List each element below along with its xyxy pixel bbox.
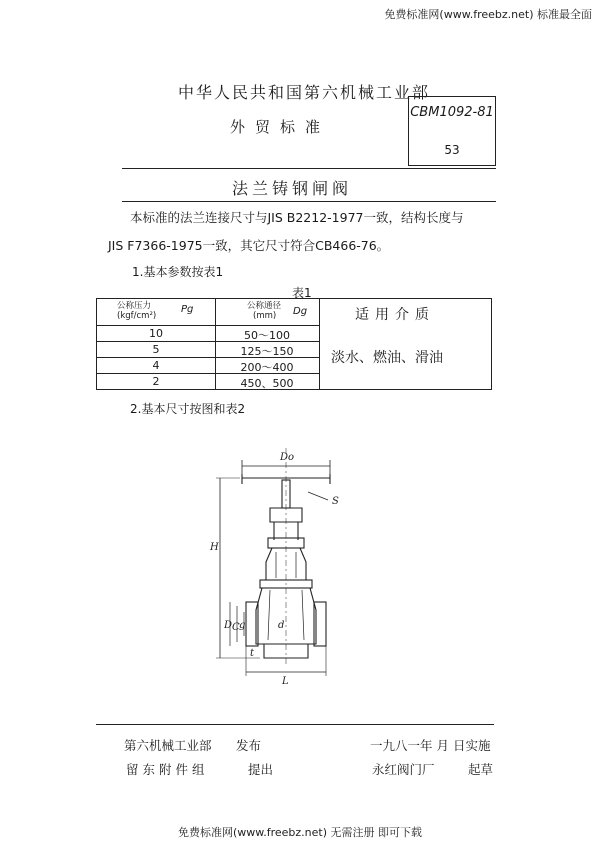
row-diameter: 125～150: [240, 345, 294, 358]
header-diameter-symbol: Dg: [293, 306, 308, 317]
row-pressure: 2: [152, 375, 160, 388]
label-h: H: [210, 542, 219, 553]
label-s: S: [332, 496, 339, 507]
header-diameter-unit: (mm): [253, 311, 277, 321]
table-header-rule: [97, 325, 319, 326]
row-diameter: 450、500: [240, 377, 294, 390]
parameters-table: [96, 298, 492, 390]
label-l: L: [282, 676, 289, 687]
standard-type: 外贸标准: [230, 118, 331, 136]
gate-valve-drawing: [190, 440, 360, 687]
label-c: C: [232, 622, 240, 633]
section2-heading: 2.基本尺寸按图和表2: [130, 402, 246, 416]
header-pressure-label: 公称压力: [117, 301, 152, 311]
title-rule: [122, 201, 496, 202]
table1-caption: 表1: [292, 286, 312, 300]
drafted-label: 起草: [468, 762, 494, 777]
intro-paragraph-line2: JIS F7366-1975一致，其它尺寸符合CB466-76。: [108, 238, 390, 253]
header-rule: [122, 168, 496, 169]
effective-date: 一九八一年 月 日实施: [370, 738, 491, 753]
standard-code: CBM1092-81: [410, 105, 494, 120]
drafter: 永红阀门厂: [372, 762, 435, 777]
header-media: 适用介质: [355, 307, 435, 323]
label-g: g: [239, 620, 246, 631]
standard-code-box: [408, 96, 496, 166]
row-pressure: 5: [152, 343, 160, 356]
issuer: 第六机械工业部: [124, 738, 212, 753]
intro-paragraph-line1: 本标准的法兰连接尺寸与JIS B2212-1977一致，结构长度与: [130, 210, 464, 225]
footer-rule: [96, 724, 494, 725]
site-banner-top: 免费标准网(www.freebz.net) 标准最全面: [384, 8, 592, 21]
row-diameter: 50～100: [244, 329, 290, 342]
label-d1: d: [278, 620, 285, 631]
header-pressure-symbol: Pg: [181, 304, 194, 315]
label-d: D: [224, 620, 233, 631]
section1-heading: 1.基本参数按表1: [132, 265, 224, 279]
row-diameter: 200～400: [240, 361, 294, 374]
label-t: t: [250, 648, 255, 659]
header-pressure-unit: (kgf/cm²): [117, 311, 157, 321]
site-banner-bottom: 免费标准网(www.freebz.net) 无需注册 即可下载: [177, 826, 423, 839]
document-title: 法兰铸钢闸阀: [232, 179, 353, 198]
label-do: Do: [280, 452, 295, 463]
proposed-label: 提出: [248, 762, 274, 777]
proposer: 留东附件组: [126, 762, 209, 777]
media-value: 淡水、燃油、滑油: [331, 350, 443, 366]
s-leader-line: [308, 492, 328, 500]
row-pressure: 4: [152, 359, 160, 372]
table-column-divider: [319, 299, 320, 389]
header-diameter-label: 公称通径: [247, 301, 282, 311]
page-number: 53: [444, 143, 460, 157]
ministry-name: 中华人民共和国第六机械工业部: [178, 83, 431, 102]
issued-label: 发布: [236, 738, 262, 753]
row-pressure: 10: [149, 327, 163, 340]
